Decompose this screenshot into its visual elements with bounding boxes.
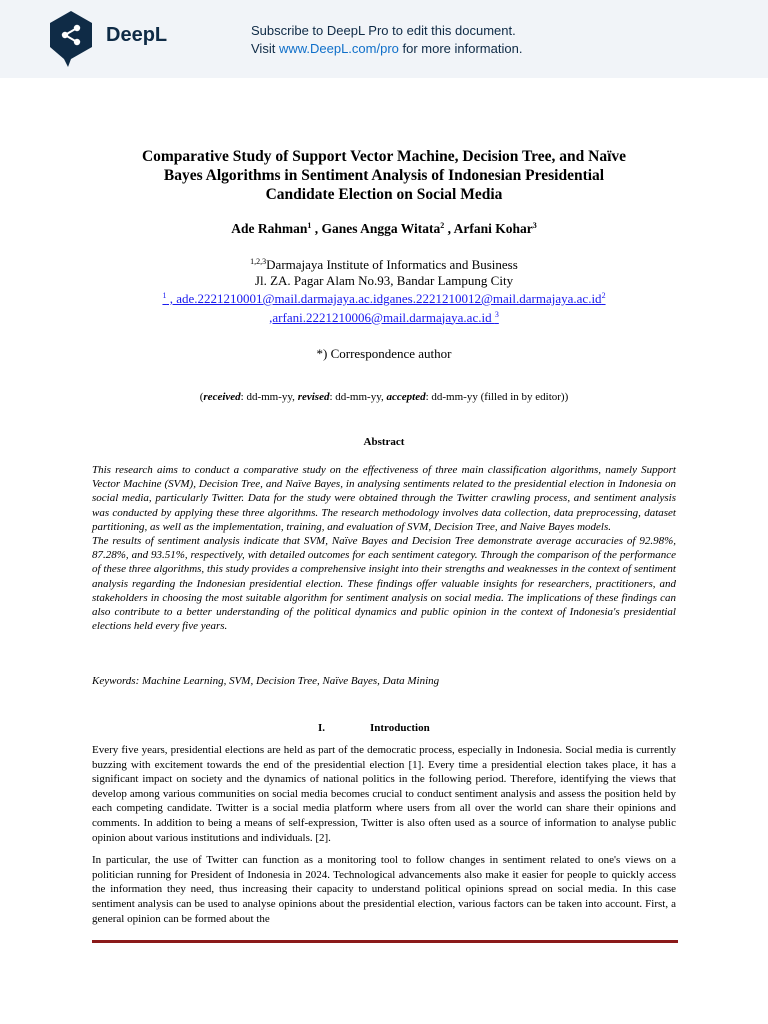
title-line: Candidate Election on Social Media	[265, 186, 503, 203]
author-name: Arfani Kohar	[453, 221, 533, 236]
author-separator: ,	[311, 221, 322, 236]
correspondence-note: *) Correspondence author	[316, 346, 452, 361]
email-line-1[interactable]	[90, 288, 678, 307]
email-sup: 1	[162, 291, 167, 300]
email-sup: 2	[601, 291, 606, 300]
received-date: : dd-mm-yy,	[240, 391, 298, 403]
accepted-label: accepted	[386, 391, 426, 403]
author-list	[90, 221, 678, 237]
email-line-2[interactable]	[90, 307, 678, 326]
revised-date: : dd-mm-yy,	[329, 391, 387, 403]
received-label: received	[203, 391, 241, 403]
page-footer-rule	[92, 940, 678, 943]
section-number: I.	[318, 722, 326, 734]
promo-text	[251, 22, 522, 58]
body-paragraph: In particular, the use of Twitter can function as a monitoring tool to follow changes in sentiment related to one's views on a politician running for President of Indonesia in 2024. Technological advancements also make it easier for people to quickly access the information they need, thus increasing their capacity to understand political opinions spread on social media. In this case sentiment analysis can be used to analyse opinions about the presidential election, various factors can be taken into account. First, a general opinion can be formed about the	[92, 854, 676, 925]
author-sup: 2	[440, 221, 445, 230]
author-sup: 1	[307, 221, 312, 230]
section-heading	[318, 722, 478, 734]
email-text[interactable]: ,arfani.2221210006@mail.darmajaya.ac.id	[269, 309, 495, 325]
abstract-paragraph: This research aims to conduct a comparative study on the effectiveness of three main classification algorithms, namely Support Vector Machine (SVM), Decision Tree, and Naïve Bayes, in analysing sentiments related to the presidential election in Indonesia on social media, particularly Twitter. Data for the study were obtained through the Twitter crawling process, and sentiment analysis was conducted by applying these three algorithms. The research methodology involves data collection, data preprocessing, dataset partitioning, as well as the implementation, training, and evaluation of SVM, Decision Tree, and Naive Bayes models.	[92, 464, 676, 533]
author-sup: 3	[532, 221, 537, 230]
paper-title	[90, 147, 678, 204]
submission-dates	[90, 391, 678, 403]
promo-prefix: Visit	[251, 41, 279, 56]
promo-suffix: for more information.	[398, 41, 523, 56]
affiliation-block	[90, 254, 678, 325]
author-name: Ganes Angga Witata	[321, 221, 441, 236]
email-text[interactable]: , ade.2221210001@mail.darmajaya.ac.idganes.2221210012@mail.darmajaya.ac.id	[166, 291, 602, 306]
abstract-paragraph: The results of sentiment analysis indicate that SVM, Naïve Bayes and Decision Tree demonstrate average accuracies of 92.98%, 87.28%, and 93.51%, respectively, with detailed outcomes for each sentiment category. Through the comparison of the performance of these three algorithms, this study provides a comprehensive insight into their strengths and weaknesses in the context of sentiment analysis regarding the Indonesian presidential election. These findings offer valuable insights for researchers, practitioners, and stakeholders in choosing the most suitable algorithm for sentiment analysis on social media. The implications of these findings can also contribute to a better understanding of the political dynamics and public opinion in the context of Indonesia's presidential elections held every five years.	[92, 535, 676, 633]
deepl-pro-link[interactable]: www.DeepL.com/pro	[278, 41, 399, 56]
abstract-body	[92, 463, 676, 633]
section-title: Introduction	[370, 722, 430, 734]
deepl-logo-icon[interactable]	[46, 9, 96, 69]
institution-name: Darmajaya Institute of Informatics and Business	[266, 257, 518, 272]
abstract-heading: Abstract	[363, 436, 405, 448]
deepl-banner	[0, 0, 768, 78]
revised-label: revised	[297, 391, 330, 403]
introduction-body	[92, 743, 676, 934]
affiliation-address: Jl. ZA. Pagar Alam No.93, Bandar Lampung City	[254, 272, 514, 288]
affiliation-sup: 1,2,3	[250, 257, 267, 266]
dates-open-paren: (	[199, 391, 204, 403]
author-name: Ade Rahman	[231, 221, 308, 236]
affiliation-institution	[90, 254, 678, 273]
title-line: Comparative Study of Support Vector Machine, Decision Tree, and Naïve	[141, 148, 627, 165]
promo-line-1: Subscribe to DeepL Pro to edit this document.	[251, 23, 516, 38]
title-line: Bayes Algorithms in Sentiment Analysis of Indonesian Presidential	[163, 167, 605, 184]
accepted-date: : dd-mm-yy (filled in by editor))	[425, 391, 569, 403]
keywords: Keywords: Machine Learning, SVM, Decision Tree, Naïve Bayes, Data Mining	[92, 675, 440, 687]
deepl-logo-text[interactable]: DeepL	[106, 24, 168, 46]
author-separator: ,	[444, 221, 454, 236]
email-sup: 3	[494, 309, 499, 319]
body-paragraph: Every five years, presidential elections are held as part of the democratic process, especially in Indonesia. Social media is currently buzzing with excitement towards the end of the presidential election [1]. Every time a presidential election takes place, it has a significant impact on society and the dynamics of national politics in the following period. Therefore, identifying the views that develop among various communities on social media becomes crucial to conduct sentiment analysis and assess the position held by each competing candidate. Twitter is a social media platform where users from all over the world can share their opinions and comments. In addition to being a means of self-expression, Twitter is also often used as a source of information to analyse public opinion about various institutions and individuals. [2].	[92, 744, 676, 844]
promo-line-2	[251, 40, 522, 58]
